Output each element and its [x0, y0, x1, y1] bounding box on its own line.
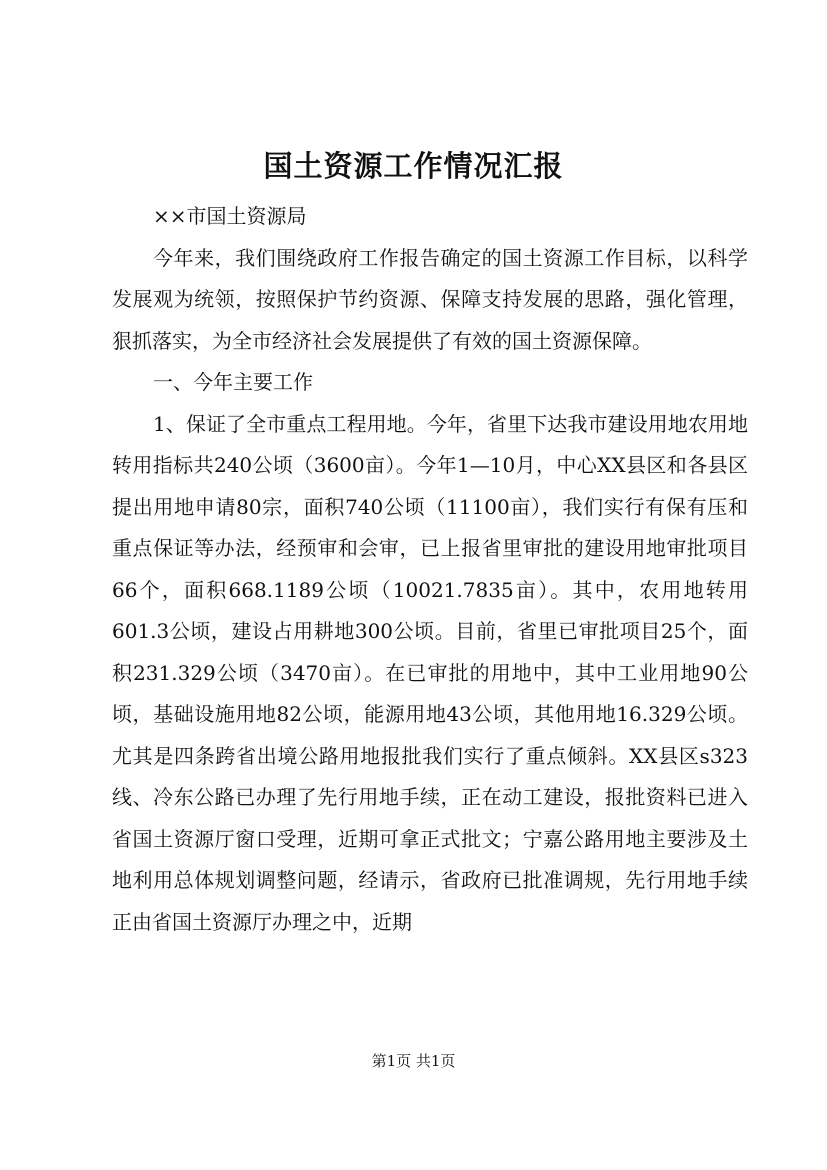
page-footer: 第1页 共1页 — [371, 1052, 456, 1070]
document-body — [112, 196, 748, 943]
paragraph-item-1: 1、保证了全市重点工程用地。今年，省里下达我市建设用地农用地转用指标共240公顷（3600亩）。今年1—10月，中心XX县区和各县区提出用地申请80宗，面积740公顷（11100亩），我们实行有保有压和重点保证等办法，经预审和会审，已上报省里审批的建设用地审批项目66个，面积668.1189公顷（10021.7835亩）。其中，农用地转用601.3公顷，建设占用耕地300公顷。目前，省里已审批项目25个，面积231.329公顷（3470亩）。在已审批的用地中，其中工业用地90公顷，基础设施用地82公顷，能源用地43公顷，其他用地16.329公顷。尤其是四条跨省出境公路用地报批我们实行了重点倾斜。XX县区s323线、冷东公路已办理了先行用地手续，正在动工建设，报批资料已进入省国土资源厅窗口受理，近期可拿正式批文；宁嘉公路用地主要涉及土地利用总体规划调整问题，经请示，省政府已批准调规，先行用地手续正由省国土资源厅办理之中，近期 — [112, 411, 748, 934]
author-line: ××市国土资源局 — [153, 204, 307, 228]
document-title: 国土资源工作情况汇报 — [263, 149, 564, 183]
section-heading: 一、今年主要工作 — [153, 370, 313, 394]
paragraph-intro: 今年来，我们围绕政府工作报告确定的国土资源工作目标，以科学发展观为统领，按照保护节约资源、保障支持发展的思路，强化管理，狠抓落实，为全市经济社会发展提供了有效的国土资源保障。 — [112, 245, 748, 353]
